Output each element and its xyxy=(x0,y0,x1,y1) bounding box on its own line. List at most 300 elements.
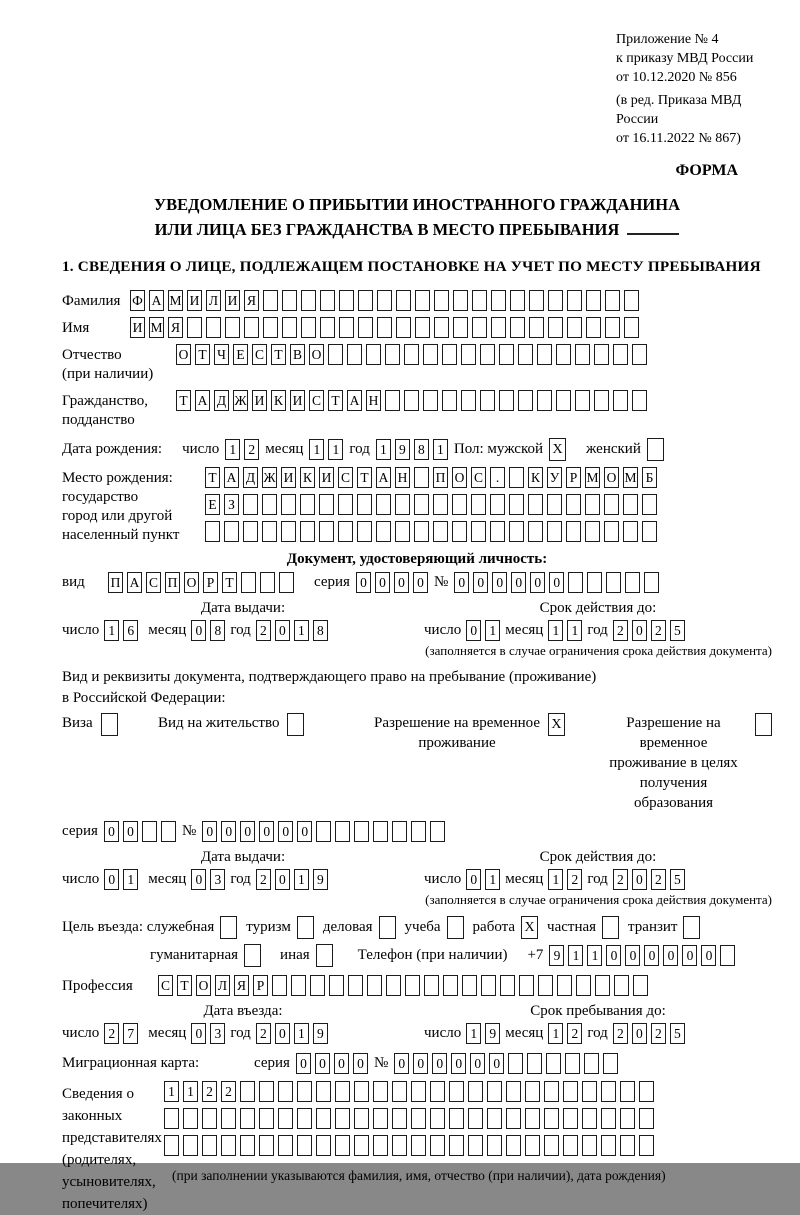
char-box[interactable]: О xyxy=(184,572,199,593)
char-box[interactable]: 0 xyxy=(413,572,428,593)
char-box[interactable]: О xyxy=(309,344,324,365)
char-box[interactable] xyxy=(161,821,176,842)
char-box[interactable] xyxy=(240,1081,255,1102)
char-box[interactable]: 2 xyxy=(651,869,666,890)
char-box[interactable] xyxy=(548,317,563,338)
char-box[interactable]: 0 xyxy=(191,1023,206,1044)
char-box[interactable] xyxy=(487,1081,502,1102)
char-box[interactable]: И xyxy=(252,390,267,411)
char-box[interactable] xyxy=(395,494,410,515)
char-box[interactable] xyxy=(339,317,354,338)
entry-month-field[interactable] xyxy=(191,1023,225,1044)
char-box[interactable]: А xyxy=(149,290,164,311)
char-box[interactable]: М xyxy=(585,467,600,488)
char-box[interactable] xyxy=(259,1135,274,1156)
char-box[interactable]: 5 xyxy=(670,869,685,890)
char-box[interactable] xyxy=(620,1081,635,1102)
char-box[interactable] xyxy=(183,1108,198,1129)
char-box[interactable] xyxy=(568,572,583,593)
char-box[interactable]: 0 xyxy=(432,1053,447,1074)
char-box[interactable] xyxy=(582,1135,597,1156)
char-box[interactable] xyxy=(279,572,294,593)
char-box[interactable] xyxy=(537,344,552,365)
char-box[interactable]: 9 xyxy=(549,945,564,966)
char-box[interactable] xyxy=(499,390,514,411)
char-box[interactable]: 1 xyxy=(294,1023,309,1044)
char-box[interactable] xyxy=(471,494,486,515)
char-box[interactable] xyxy=(506,1081,521,1102)
char-box[interactable] xyxy=(414,467,429,488)
char-box[interactable] xyxy=(259,1108,274,1129)
char-box[interactable] xyxy=(525,1135,540,1156)
char-box[interactable] xyxy=(335,1135,350,1156)
char-box[interactable] xyxy=(423,390,438,411)
char-box[interactable]: 1 xyxy=(548,869,563,890)
char-box[interactable] xyxy=(411,1135,426,1156)
birth-day-field[interactable] xyxy=(225,439,259,460)
char-box[interactable] xyxy=(259,1081,274,1102)
char-box[interactable] xyxy=(415,317,430,338)
char-box[interactable]: 2 xyxy=(256,869,271,890)
char-box[interactable] xyxy=(386,975,401,996)
char-box[interactable]: 5 xyxy=(670,1023,685,1044)
char-box[interactable]: С xyxy=(309,390,324,411)
entry-day-field[interactable] xyxy=(104,1023,138,1044)
char-box[interactable] xyxy=(613,344,628,365)
char-box[interactable] xyxy=(377,317,392,338)
char-box[interactable]: Т xyxy=(177,975,192,996)
char-box[interactable]: 1 xyxy=(225,439,240,460)
char-box[interactable]: 0 xyxy=(394,1053,409,1074)
char-box[interactable] xyxy=(262,494,277,515)
char-box[interactable] xyxy=(316,821,331,842)
char-box[interactable] xyxy=(297,1108,312,1129)
char-box[interactable]: 1 xyxy=(104,620,119,641)
char-box[interactable] xyxy=(472,290,487,311)
permit-issue-year-field[interactable] xyxy=(256,869,328,890)
char-box[interactable] xyxy=(563,1081,578,1102)
char-box[interactable]: 0 xyxy=(375,572,390,593)
char-box[interactable] xyxy=(468,1108,483,1129)
char-box[interactable] xyxy=(518,390,533,411)
doc-issue-year-field[interactable] xyxy=(256,620,328,641)
char-box[interactable] xyxy=(586,317,601,338)
char-box[interactable] xyxy=(300,521,315,542)
purpose-private-checkbox[interactable] xyxy=(602,916,619,939)
char-box[interactable] xyxy=(594,390,609,411)
char-box[interactable]: 1 xyxy=(183,1081,198,1102)
char-box[interactable]: Т xyxy=(205,467,220,488)
char-box[interactable] xyxy=(566,521,581,542)
char-box[interactable] xyxy=(430,1135,445,1156)
char-box[interactable] xyxy=(373,821,388,842)
char-box[interactable] xyxy=(281,494,296,515)
char-box[interactable] xyxy=(320,317,335,338)
doc-series-field[interactable] xyxy=(356,572,428,593)
char-box[interactable]: 2 xyxy=(651,1023,666,1044)
char-box[interactable] xyxy=(449,1135,464,1156)
char-box[interactable]: И xyxy=(187,290,202,311)
citizenship-field[interactable] xyxy=(176,390,647,411)
char-box[interactable]: 1 xyxy=(485,869,500,890)
char-box[interactable]: 0 xyxy=(606,945,621,966)
char-box[interactable] xyxy=(632,344,647,365)
char-box[interactable]: 0 xyxy=(297,821,312,842)
doc-number-field[interactable] xyxy=(454,572,659,593)
char-box[interactable]: 1 xyxy=(433,439,448,460)
char-box[interactable] xyxy=(632,390,647,411)
char-box[interactable]: 1 xyxy=(294,869,309,890)
char-box[interactable] xyxy=(392,821,407,842)
surname-field[interactable] xyxy=(130,290,639,311)
char-box[interactable] xyxy=(585,521,600,542)
char-box[interactable]: 0 xyxy=(625,945,640,966)
char-box[interactable]: О xyxy=(196,975,211,996)
char-box[interactable] xyxy=(537,390,552,411)
char-box[interactable] xyxy=(278,1081,293,1102)
char-box[interactable] xyxy=(575,390,590,411)
char-box[interactable]: Р xyxy=(253,975,268,996)
char-box[interactable] xyxy=(487,1135,502,1156)
char-box[interactable]: У xyxy=(547,467,562,488)
char-box[interactable]: Д xyxy=(214,390,229,411)
char-box[interactable]: 0 xyxy=(489,1053,504,1074)
char-box[interactable] xyxy=(240,1108,255,1129)
char-box[interactable] xyxy=(316,1081,331,1102)
char-box[interactable] xyxy=(594,344,609,365)
char-box[interactable] xyxy=(510,317,525,338)
char-box[interactable] xyxy=(385,390,400,411)
char-box[interactable] xyxy=(633,975,648,996)
char-box[interactable]: 0 xyxy=(104,821,119,842)
char-box[interactable] xyxy=(411,821,426,842)
char-box[interactable]: 0 xyxy=(356,572,371,593)
char-box[interactable] xyxy=(544,1108,559,1129)
char-box[interactable]: 2 xyxy=(567,1023,582,1044)
char-box[interactable] xyxy=(620,1135,635,1156)
char-box[interactable] xyxy=(506,1108,521,1129)
char-box[interactable]: 0 xyxy=(413,1053,428,1074)
char-box[interactable] xyxy=(603,1053,618,1074)
char-box[interactable]: А xyxy=(127,572,142,593)
birth-place-field-row2[interactable] xyxy=(205,494,657,515)
char-box[interactable]: 7 xyxy=(123,1023,138,1044)
char-box[interactable] xyxy=(205,521,220,542)
migration-series-field[interactable] xyxy=(296,1053,368,1074)
char-box[interactable] xyxy=(510,290,525,311)
char-box[interactable] xyxy=(506,1135,521,1156)
char-box[interactable] xyxy=(586,290,601,311)
char-box[interactable]: 0 xyxy=(451,1053,466,1074)
char-box[interactable] xyxy=(452,494,467,515)
char-box[interactable] xyxy=(202,1108,217,1129)
char-box[interactable] xyxy=(453,317,468,338)
char-box[interactable]: 0 xyxy=(123,821,138,842)
char-box[interactable] xyxy=(221,1108,236,1129)
char-box[interactable] xyxy=(563,1108,578,1129)
char-box[interactable]: 1 xyxy=(548,620,563,641)
char-box[interactable] xyxy=(376,494,391,515)
char-box[interactable] xyxy=(272,975,287,996)
char-box[interactable] xyxy=(430,1081,445,1102)
char-box[interactable] xyxy=(225,317,240,338)
char-box[interactable]: П xyxy=(108,572,123,593)
char-box[interactable] xyxy=(567,290,582,311)
char-box[interactable]: 1 xyxy=(328,439,343,460)
char-box[interactable] xyxy=(449,1108,464,1129)
char-box[interactable]: 1 xyxy=(294,620,309,641)
char-box[interactable]: С xyxy=(471,467,486,488)
char-box[interactable] xyxy=(260,572,275,593)
permit-issue-day-field[interactable] xyxy=(104,869,138,890)
char-box[interactable] xyxy=(453,290,468,311)
char-box[interactable]: 2 xyxy=(104,1023,119,1044)
char-box[interactable] xyxy=(442,390,457,411)
char-box[interactable] xyxy=(335,1081,350,1102)
permit-issue-month-field[interactable] xyxy=(191,869,225,890)
char-box[interactable] xyxy=(377,290,392,311)
legal-rep-field-row1[interactable] xyxy=(164,1081,666,1102)
char-box[interactable]: 0 xyxy=(530,572,545,593)
char-box[interactable] xyxy=(595,975,610,996)
stay-day-field[interactable] xyxy=(466,1023,500,1044)
char-box[interactable]: 0 xyxy=(278,821,293,842)
char-box[interactable] xyxy=(392,1108,407,1129)
char-box[interactable]: Р xyxy=(566,467,581,488)
char-box[interactable]: 1 xyxy=(164,1081,179,1102)
char-box[interactable] xyxy=(241,572,256,593)
char-box[interactable] xyxy=(604,494,619,515)
char-box[interactable] xyxy=(556,390,571,411)
purpose-tourism-checkbox[interactable] xyxy=(297,916,314,939)
char-box[interactable] xyxy=(348,975,363,996)
char-box[interactable] xyxy=(565,1053,580,1074)
char-box[interactable]: И xyxy=(319,467,334,488)
char-box[interactable] xyxy=(424,975,439,996)
char-box[interactable] xyxy=(481,975,496,996)
char-box[interactable] xyxy=(605,290,620,311)
char-box[interactable] xyxy=(335,821,350,842)
char-box[interactable] xyxy=(443,975,458,996)
char-box[interactable] xyxy=(585,494,600,515)
char-box[interactable] xyxy=(202,1135,217,1156)
stay-month-field[interactable] xyxy=(548,1023,582,1044)
char-box[interactable] xyxy=(567,317,582,338)
char-box[interactable]: 0 xyxy=(466,620,481,641)
char-box[interactable] xyxy=(605,317,620,338)
char-box[interactable] xyxy=(528,521,543,542)
char-box[interactable]: 0 xyxy=(191,620,206,641)
name-field[interactable] xyxy=(130,317,639,338)
char-box[interactable]: С xyxy=(252,344,267,365)
char-box[interactable]: Р xyxy=(203,572,218,593)
doc-issue-month-field[interactable] xyxy=(191,620,225,641)
char-box[interactable]: 0 xyxy=(454,572,469,593)
char-box[interactable] xyxy=(354,1135,369,1156)
char-box[interactable] xyxy=(720,945,735,966)
char-box[interactable]: В xyxy=(290,344,305,365)
char-box[interactable] xyxy=(472,317,487,338)
char-box[interactable]: Ж xyxy=(233,390,248,411)
char-box[interactable] xyxy=(243,494,258,515)
char-box[interactable]: А xyxy=(224,467,239,488)
char-box[interactable] xyxy=(385,344,400,365)
char-box[interactable] xyxy=(434,317,449,338)
char-box[interactable] xyxy=(462,975,477,996)
char-box[interactable] xyxy=(601,1081,616,1102)
char-box[interactable]: 9 xyxy=(395,439,410,460)
char-box[interactable]: Ч xyxy=(214,344,229,365)
char-box[interactable] xyxy=(278,1108,293,1129)
char-box[interactable]: 2 xyxy=(567,869,582,890)
char-box[interactable] xyxy=(582,1108,597,1129)
char-box[interactable] xyxy=(604,521,619,542)
char-box[interactable] xyxy=(509,467,524,488)
char-box[interactable] xyxy=(557,975,572,996)
char-box[interactable] xyxy=(411,1108,426,1129)
profession-field[interactable] xyxy=(158,975,648,996)
char-box[interactable]: 2 xyxy=(613,1023,628,1044)
char-box[interactable]: К xyxy=(528,467,543,488)
char-box[interactable] xyxy=(300,494,315,515)
legal-rep-field-row3[interactable] xyxy=(164,1135,666,1156)
char-box[interactable] xyxy=(639,1081,654,1102)
char-box[interactable]: О xyxy=(176,344,191,365)
char-box[interactable] xyxy=(601,1108,616,1129)
char-box[interactable] xyxy=(468,1081,483,1102)
char-box[interactable] xyxy=(461,390,476,411)
birth-place-field-row3[interactable] xyxy=(205,521,657,542)
char-box[interactable] xyxy=(319,494,334,515)
char-box[interactable] xyxy=(310,975,325,996)
char-box[interactable]: 2 xyxy=(202,1081,217,1102)
char-box[interactable] xyxy=(584,1053,599,1074)
char-box[interactable] xyxy=(433,521,448,542)
char-box[interactable] xyxy=(282,290,297,311)
char-box[interactable]: 0 xyxy=(275,1023,290,1044)
char-box[interactable] xyxy=(297,1135,312,1156)
char-box[interactable]: 2 xyxy=(613,620,628,641)
char-box[interactable] xyxy=(339,290,354,311)
char-box[interactable] xyxy=(206,317,221,338)
char-box[interactable] xyxy=(335,1108,350,1129)
char-box[interactable] xyxy=(411,1081,426,1102)
char-box[interactable]: П xyxy=(165,572,180,593)
char-box[interactable] xyxy=(183,1135,198,1156)
char-box[interactable]: 1 xyxy=(567,620,582,641)
gender-male-checkbox[interactable]: X xyxy=(549,438,566,461)
char-box[interactable] xyxy=(576,975,591,996)
char-box[interactable]: 0 xyxy=(644,945,659,966)
char-box[interactable] xyxy=(395,521,410,542)
char-box[interactable]: 6 xyxy=(123,620,138,641)
char-box[interactable] xyxy=(563,1135,578,1156)
char-box[interactable]: 0 xyxy=(549,572,564,593)
char-box[interactable] xyxy=(613,390,628,411)
char-box[interactable] xyxy=(547,521,562,542)
char-box[interactable]: 0 xyxy=(466,869,481,890)
char-box[interactable] xyxy=(430,821,445,842)
char-box[interactable]: 3 xyxy=(210,1023,225,1044)
char-box[interactable]: И xyxy=(225,290,240,311)
char-box[interactable] xyxy=(442,344,457,365)
char-box[interactable] xyxy=(414,494,429,515)
char-box[interactable] xyxy=(566,494,581,515)
char-box[interactable] xyxy=(623,521,638,542)
char-box[interactable] xyxy=(187,317,202,338)
char-box[interactable] xyxy=(316,1135,331,1156)
char-box[interactable] xyxy=(263,317,278,338)
char-box[interactable] xyxy=(320,290,335,311)
char-box[interactable] xyxy=(373,1108,388,1129)
char-box[interactable]: О xyxy=(452,467,467,488)
char-box[interactable] xyxy=(639,1135,654,1156)
char-box[interactable] xyxy=(480,390,495,411)
char-box[interactable] xyxy=(430,1108,445,1129)
purpose-official-checkbox[interactable] xyxy=(220,916,237,939)
char-box[interactable]: 1 xyxy=(376,439,391,460)
purpose-business-checkbox[interactable] xyxy=(379,916,396,939)
char-box[interactable] xyxy=(525,1081,540,1102)
char-box[interactable]: 0 xyxy=(275,620,290,641)
char-box[interactable] xyxy=(624,317,639,338)
permit-series-field[interactable] xyxy=(104,821,176,842)
char-box[interactable] xyxy=(415,290,430,311)
char-box[interactable]: 0 xyxy=(240,821,255,842)
char-box[interactable] xyxy=(434,290,449,311)
char-box[interactable] xyxy=(490,494,505,515)
char-box[interactable] xyxy=(338,494,353,515)
entry-year-field[interactable] xyxy=(256,1023,328,1044)
char-box[interactable]: 0 xyxy=(632,620,647,641)
char-box[interactable] xyxy=(487,1108,502,1129)
char-box[interactable]: 8 xyxy=(414,439,429,460)
char-box[interactable]: А xyxy=(195,390,210,411)
char-box[interactable]: Ф xyxy=(130,290,145,311)
char-box[interactable] xyxy=(480,344,495,365)
char-box[interactable]: 3 xyxy=(210,869,225,890)
char-box[interactable]: 1 xyxy=(485,620,500,641)
char-box[interactable] xyxy=(642,494,657,515)
birth-place-field-row1[interactable] xyxy=(205,467,657,488)
char-box[interactable]: 9 xyxy=(313,869,328,890)
char-box[interactable] xyxy=(547,494,562,515)
char-box[interactable]: 0 xyxy=(296,1053,311,1074)
char-box[interactable] xyxy=(301,317,316,338)
char-box[interactable]: 1 xyxy=(548,1023,563,1044)
char-box[interactable] xyxy=(373,1081,388,1102)
char-box[interactable]: 1 xyxy=(568,945,583,966)
char-box[interactable]: 0 xyxy=(492,572,507,593)
char-box[interactable] xyxy=(282,317,297,338)
permit-valid-day-field[interactable] xyxy=(466,869,500,890)
char-box[interactable] xyxy=(423,344,438,365)
char-box[interactable]: 1 xyxy=(587,945,602,966)
char-box[interactable]: С xyxy=(158,975,173,996)
char-box[interactable] xyxy=(491,317,506,338)
char-box[interactable] xyxy=(328,344,343,365)
char-box[interactable] xyxy=(240,1135,255,1156)
char-box[interactable] xyxy=(243,521,258,542)
char-box[interactable]: 5 xyxy=(670,620,685,641)
char-box[interactable] xyxy=(396,290,411,311)
purpose-humanitarian-checkbox[interactable] xyxy=(244,944,261,967)
char-box[interactable]: . xyxy=(490,467,505,488)
char-box[interactable] xyxy=(357,494,372,515)
char-box[interactable] xyxy=(433,494,448,515)
char-box[interactable] xyxy=(414,521,429,542)
char-box[interactable] xyxy=(546,1053,561,1074)
